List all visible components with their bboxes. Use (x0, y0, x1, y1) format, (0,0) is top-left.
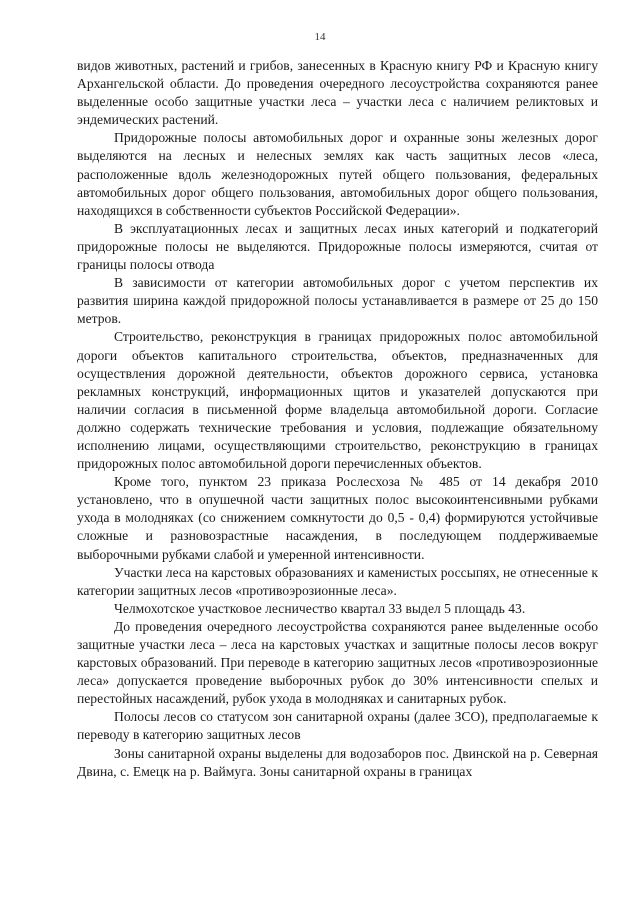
page-number: 14 (314, 31, 326, 43)
paragraph: Придорожные полосы автомобильных дорог и охранные зоны железных дорог выделяются на лесных и нелесных землях как часть защитных лесов «леса, расположенные вдоль железнодорожных путей общего пользования, федеральных автомобильных дорог общего пользования, автомобильных дорог общего пользования, находящихся в собственности субъектов Российской Федерации». (77, 130, 598, 218)
paragraph: Кроме того, пунктом 23 приказа Рослесхоза № 485 от 14 декабря 2010 установлено, что в опушечной части защитных полос высокоинтенсивными рубками ухода в молодняках (со снижением сомкнутости до 0,5 - 0,4) формируются устойчивые сложные и разновозрастные насаждения, в последующем поддерживаемые выборочными рубками слабой и умеренной интенсивности. (77, 474, 598, 562)
paragraph: видов животных, растений и грибов, занесенных в Красную книгу РФ и Красную книгу Архангельской области. До проведения очередного лесоустройства сохраняются ранее выделенные особо защитные участки леса – участки леса с наличием реликтовых и эндемических растений. (77, 58, 598, 128)
paragraph: В зависимости от категории автомобильных дорог с учетом перспектив их развития ширина каждой придорожной полосы устанавливается в размере от 25 до 150 метров. (77, 275, 598, 327)
paragraph: Челмохотское участковое лесничество квартал 33 выдел 5 площадь 43. (114, 600, 526, 616)
paragraph: До проведения очередного лесоустройства сохраняются ранее выделенные особо защитные участки леса – леса на карстовых участках и защитные полосы лесов вокруг карстовых образований. При переводе в категорию защитных лесов «противоэрозионные леса» допускается проведение выборочных рубок до 30% интенсивности спелых и перестойных насаждений, рубок ухода в молодняках и санитарных рубок. (77, 618, 598, 707)
paragraph: Строительство, реконструкция в границах придорожных полос автомобильной дороги объектов капитального строительства, объектов, предназначенных для осуществления дорожной деятельности, объектов дорожного сервиса, установка рекламных конструкций, информационных щитов и указателей допускаются при наличии согласия в письменной форме владельца автомобильной дороги. Согласие должно содержать технические требования и условия, подлежащие обязательному исполнению лицами, осуществляющими строительство, реконструкцию в границах придорожных полос автомобильной дороги перечисленных объектов. (77, 329, 598, 472)
paragraph: Полосы лесов со статусом зон санитарной охраны (далее ЗСО), предполагаемые к переводу в категорию защитных лесов (77, 709, 598, 743)
paragraph: Зоны санитарной охраны выделены для водозаборов пос. Двинской на р. Северная Двина, с. Емецк на р. Ваймуга. Зоны санитарной охраны в границах (77, 745, 598, 779)
paragraph: Участки леса на карстовых образованиях и каменистых россыпях, не отнесенные к категории защитных лесов «противоэрозионные леса». (77, 564, 598, 598)
document-body (77, 57, 598, 781)
paragraph: В эксплуатационных лесах и защитных лесах иных категорий и подкатегорий придорожные полосы не выделяются. Придорожные полосы измеряются, считая от границы полосы отвода (77, 220, 598, 273)
